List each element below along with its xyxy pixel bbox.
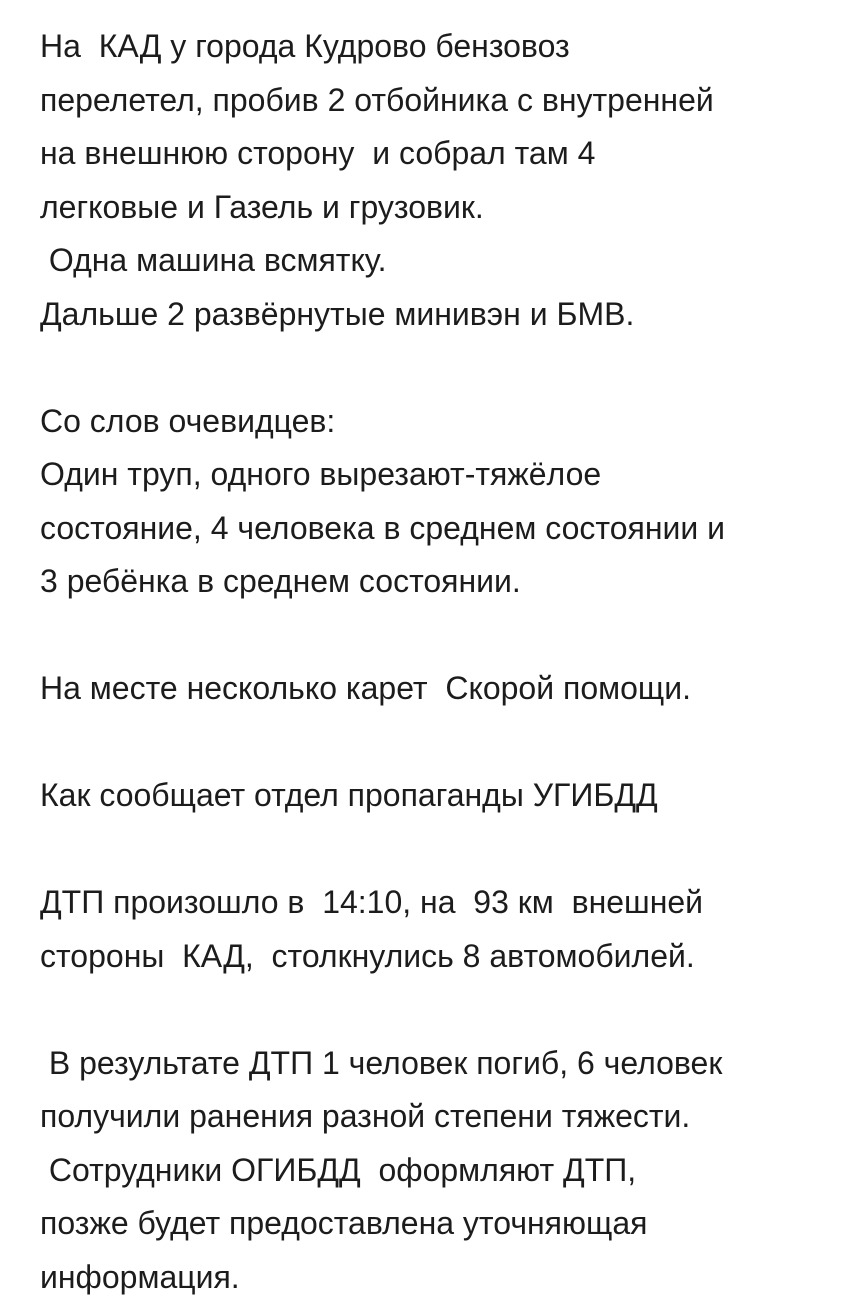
text-line: стороны КАД, столкнулись 8 автомобилей. — [40, 930, 850, 984]
text-line: Сотрудники ОГИБДД оформляют ДТП, — [40, 1144, 850, 1198]
text-line: Со слов очевидцев: — [40, 395, 850, 449]
paragraph-gap — [40, 716, 850, 770]
paragraph-2 — [40, 395, 850, 609]
paragraph-5 — [40, 876, 850, 983]
text-line: Дальше 2 развёрнутые минивэн и БМВ. — [40, 288, 850, 342]
text-line: В результате ДТП 1 человек погиб, 6 человек — [40, 1037, 850, 1091]
text-line: Как сообщает отдел пропаганды УГИБДД — [40, 769, 850, 823]
text-line: позже будет предоставлена уточняющая — [40, 1197, 850, 1251]
text-line: Одна машина всмятку. — [40, 234, 850, 288]
text-line: перелетел, пробив 2 отбойника с внутренней — [40, 74, 850, 128]
paragraph-gap — [40, 341, 850, 395]
text-line: состояние, 4 человека в среднем состоянии и — [40, 502, 850, 556]
text-line: получили ранения разной степени тяжести. — [40, 1090, 850, 1144]
text-line: ДТП произошло в 14:10, на 93 км внешней — [40, 876, 850, 930]
text-line: 3 ребёнка в среднем состоянии. — [40, 555, 850, 609]
paragraph-gap — [40, 609, 850, 663]
text-line: информация. — [40, 1251, 850, 1304]
paragraph-1 — [40, 20, 850, 341]
text-line: Один труп, одного вырезают-тяжёлое — [40, 448, 850, 502]
paragraph-6 — [40, 1037, 850, 1304]
text-line: На месте несколько карет Скорой помощи. — [40, 662, 850, 716]
message-text — [40, 20, 850, 1304]
paragraph-4 — [40, 769, 850, 823]
paragraph-3 — [40, 662, 850, 716]
paragraph-gap — [40, 983, 850, 1037]
paragraph-gap — [40, 823, 850, 877]
text-line: на внешнюю сторону и собрал там 4 — [40, 127, 850, 181]
text-line: легковые и Газель и грузовик. — [40, 181, 850, 235]
text-line: На КАД у города Кудрово бензовоз — [40, 20, 850, 74]
